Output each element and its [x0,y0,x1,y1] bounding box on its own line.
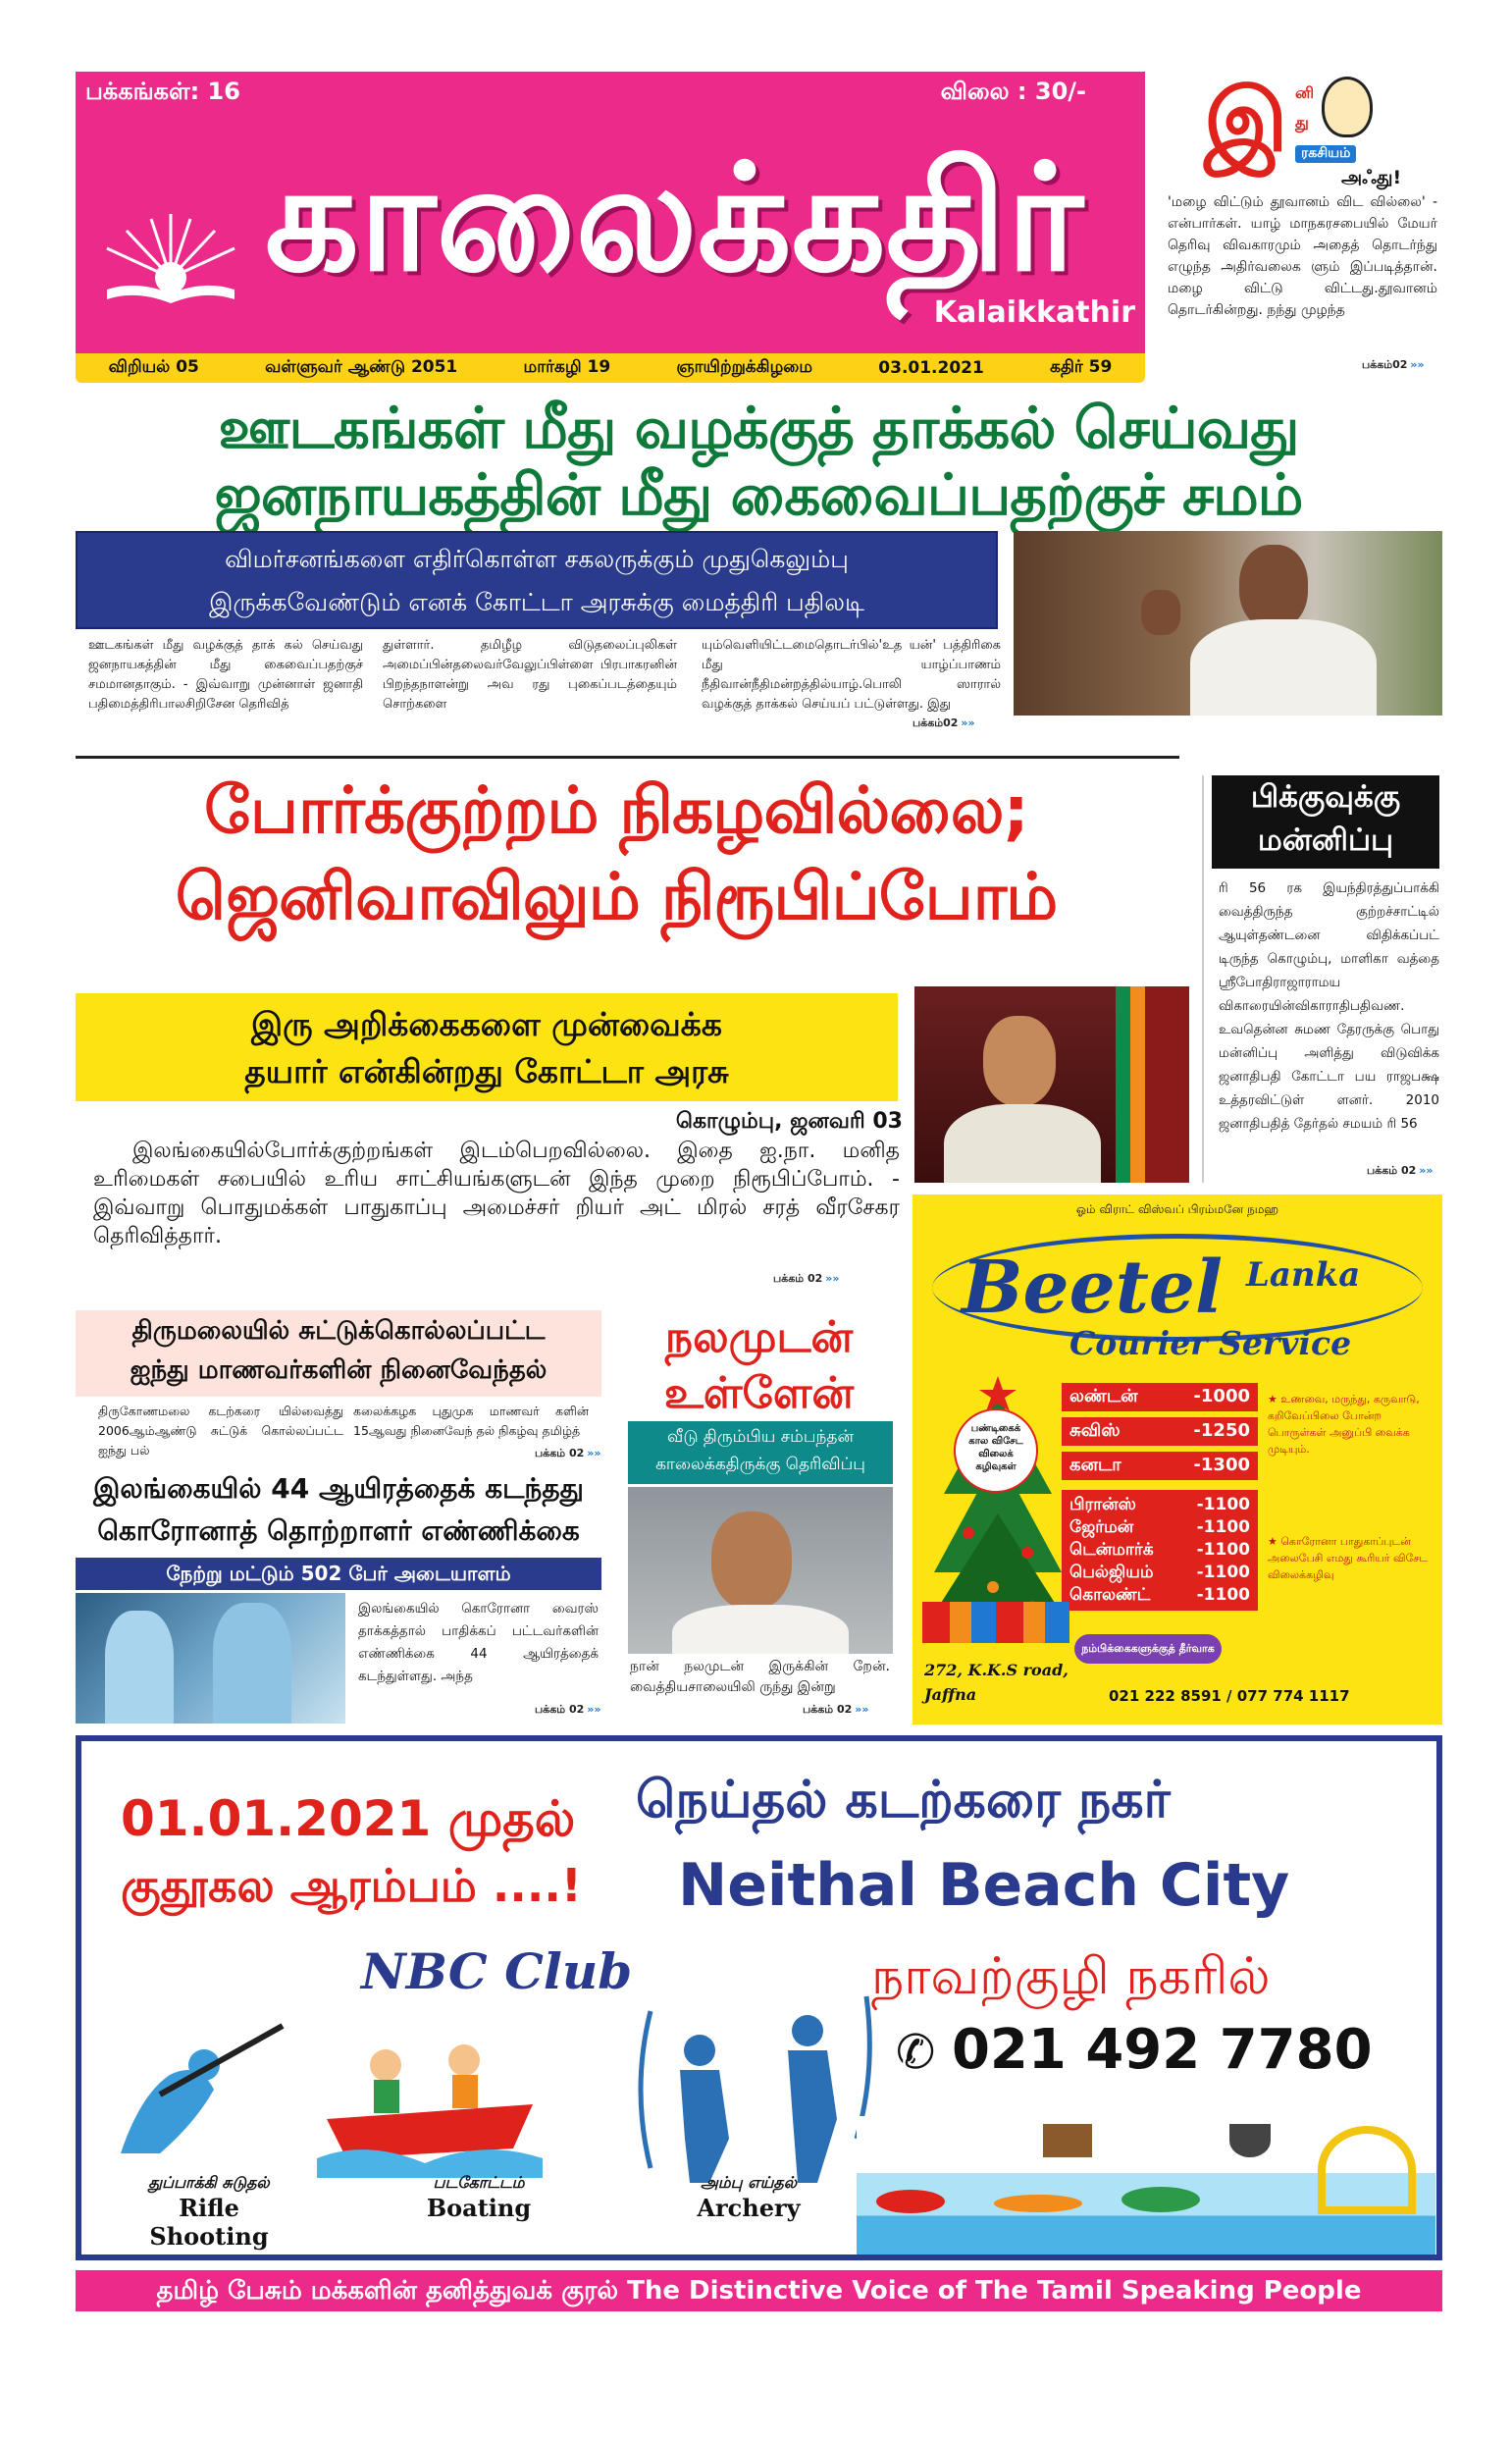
date-bar [76,353,1145,383]
monk-body: ரி 56 ரக இயந்திரத்துப்பாக்கி வைத்திருந்த குற்றச்சாட்டில் ஆயுள்தண்டனை விதிக்கப்பட் டிருந்த கொழும்பு, மாளிகா வத்தை ஸ்ரீபோதிராஜாராமய விகாரையின்விகாராதிபதிவண. உவதென்ன சுமண தேரருக்கு பொது மன்னிப்பு அளித்து விடுவிக்க ஜனாதிபதி கோட்டா பய ராஜபக்ஷ உத்தரவிட்டுள் ளனர். 2010 ஜனாதிபதித் தேர்தல் சமயம் ரி 56 [1219,880,1439,1132]
rate-price: -1100 [1196,1540,1250,1560]
rate-price: -1100 [1196,1585,1250,1605]
date-item: வள்ளுவர் ஆண்டு 2051 [265,357,458,377]
covid-headline-1: இலங்கையில் 44 ஆயிரத்தைக் கடந்தது [93,1472,584,1505]
ad-place: நாவற்குழி நகரில் [871,1947,1271,2006]
lead-column-1: ஊடகங்கள் மீது வழக்குத் தாக் கல் செய்வது ஜனநாயகத்தின் மீது கைவைப்பதற்குச் சமமானதாகும். - இவ்வாறு முன்னாள் ஜனாதி பதிமைத்திரிபாலசிறிசேன தெரிவித் [88,638,363,712]
activity-en: Archery [697,2194,801,2222]
rate-row [1069,1584,1250,1607]
activity-label [690,2173,808,2222]
rate-row [1062,1452,1258,1480]
activity-ta: அம்பு எய்தல் [700,2173,798,2192]
ad-name-ta: நெய்தல் கடற்கரை நகர் [636,1771,1171,1830]
covid-photo [76,1593,345,1724]
corner-exclaim: அஃது! [1341,167,1402,188]
health-headline-1: நலமுடன் [664,1312,854,1362]
activity-ta: படகோட்டம் [433,2173,525,2192]
trinco-headline-box [76,1310,601,1397]
page-count: பக்கங்கள்: 16 [85,78,240,105]
person-head [711,1512,792,1610]
sampanthan-photo [628,1487,893,1654]
rate-place: கனடா [1069,1455,1121,1475]
rate-place: பிரான்ஸ் [1069,1495,1136,1514]
ad-start: குதூகல ஆரம்பம் ....! [121,1859,582,1912]
rate-row [1062,1383,1258,1411]
health-worker [213,1603,291,1724]
activity-label [140,2173,278,2251]
activity-ta: துப்பாக்கி சுடுதல் [148,2173,270,2192]
rate-place: சுவிஸ் [1069,1420,1121,1441]
kayak-icon [994,2195,1082,2212]
person-body [1190,619,1377,716]
person-head [1239,545,1308,629]
more-label: பக்கம்02 [1362,358,1408,371]
ad-phone[interactable]: 021 222 8591 / 077 774 1117 [1109,1687,1350,1705]
person-body [944,1104,1101,1183]
date-item: விறியல் 05 [108,357,199,377]
date-item: 03.01.2021 [878,358,984,378]
masthead-title-en: Kalaikkathir [933,295,1135,330]
arrow-icon: »» [587,1703,601,1716]
trinco-headline-1: திருமலையில் சுட்டுக்கொல்லப்பட்ட [131,1316,546,1346]
rate-price: -1250 [1193,1420,1250,1441]
rate-place: லண்டன் [1069,1386,1138,1406]
masthead-title: காலைக்கதிர் [265,133,1083,304]
arrow-icon: »» [825,1272,840,1285]
ad-address-1: 272, K.K.S road, [924,1661,1069,1679]
ad-date: 01.01.2021 முதல் [121,1790,576,1847]
lead-column-2: துள்ளார். தமிழீழ விடுதலைப்புலிகள் அமைப்பின்தலைவர்வேலுப்பிள்ளை பிரபாகரனின் பிறந்தநாளன்று அவ ரது புகைப்படத்தையும் சொற்களை [383,638,677,712]
main-subhead-2: தயார் என்கின்றது கோட்டா அரசு [244,1052,729,1090]
ad-name-en: Neithal Beach City [678,1851,1290,1920]
trinco-column-2: கலைக்கழக புதுமுக மாணவர் களின் 15ஆவது நினைவேந் தல் நிகழ்வு தமிழ்த் [353,1404,589,1438]
monk-headline-1: பிக்குவுக்கு [1250,779,1401,815]
health-body: நான் நலமுடன் இருக்கின் றேன். வைத்தியசாலையிலி ருந்து இன்று [630,1659,890,1695]
gift-boxes [922,1602,1069,1643]
flag-stripe [1116,986,1189,1183]
covid-strip: நேற்று மட்டும் 502 பேர் அடையாளம் [76,1558,601,1590]
trinco-headline-2: ஐந்து மாணவர்களின் நினைவேந்தல் [130,1355,547,1385]
health-worker [105,1611,174,1724]
rate-row [1062,1417,1258,1446]
rate-price: -1100 [1196,1495,1250,1514]
more-label: பக்கம் 02 [535,1447,585,1459]
more-label: பக்கம் 02 [1367,1164,1417,1177]
main-headline-1: போர்க்குற்றம் நிகழவில்லை; [204,772,1028,848]
rate-place: கொலண்ட் [1069,1585,1151,1605]
footer-tagline: தமிழ் பேசும் மக்களின் தனித்துவக் குரல் The Distinctive Voice of The Tamil Speaking People [76,2270,1442,2311]
ad-note-2: ★ கொரோனா பாதுகாப்புடன் அலைபேசி எமது கூரியர் விசேட விலைக்கழிவு [1268,1535,1429,1581]
monk-headline-2: மன்னிப்பு [1257,822,1394,858]
rate-row [1069,1539,1250,1562]
price: விலை : 30/- [940,78,1086,105]
more-label: பக்கம் 02 [803,1703,853,1716]
waterslide-icon [1318,2126,1416,2214]
activity-label [425,2173,533,2222]
masthead [76,72,1145,353]
ad-club: NBC Club [361,1942,633,2000]
arrow-icon: »» [961,716,975,729]
rate-place: டென்மார்க் [1069,1540,1154,1560]
lead-headline-2: ஜனநாயகத்தின் மீது கைவைப்பதற்குச் சமம் [214,461,1303,528]
rate-table [1062,1383,1258,1611]
more-label: பக்கம் 02 [773,1272,823,1285]
archer-icon [631,1991,876,2188]
arrow-icon: »» [587,1447,601,1459]
phone-number: 021 492 7780 [951,2018,1373,2082]
neithal-ad[interactable] [76,1735,1442,2260]
rate-place: ஜேர்மன் [1069,1517,1134,1537]
monk-story [1202,775,1442,1183]
corner-logo-tag: னி [1295,83,1315,102]
health-more-link[interactable] [803,1703,868,1718]
lead-subhead-box [76,531,998,629]
person-hand [1141,590,1180,635]
trinco-column-1: திருகோணமலை கடற்கரை யில்வைத்து 2006ஆம்ஆண்டு சுட்டுக் கொல்லப்பட்ட ஐந்து பல் [98,1404,343,1458]
covid-body: இலங்கையில் கொரோனா வைரஸ் தாக்கத்தால் பாதிக்கப் பட்டவர்களின் எண்ணிக்கை 44 ஆயிரத்தைக் கடந்துள்ளது. அந்த [358,1601,599,1684]
arrow-icon: »» [855,1703,869,1716]
covid-more-link[interactable] [535,1703,600,1718]
corner-column [1160,72,1444,378]
corner-more-link[interactable] [1362,358,1425,373]
rate-price: -1100 [1196,1517,1250,1537]
trust-badge: நம்பிக்கைகளுக்குத் தீர்வாக [1074,1634,1222,1664]
health-subhead-2: காலைக்கதிருக்கு தெரிவிப்பு [655,1455,865,1474]
cartoon-face-icon [1322,77,1373,137]
brand-name-2: Lanka [1246,1255,1361,1295]
person-body [672,1605,849,1654]
activity-en: Boating [426,2194,532,2222]
health-headline-2: உள்ளேன் [663,1368,855,1418]
trinco-more-link[interactable] [535,1447,600,1461]
jet-ski-icon [876,2190,945,2213]
divider [76,756,1179,759]
corner-logo-sub: ரகசியம் [1295,145,1356,163]
lead-headline-1: ஊடகங்கள் மீது வழக்குத் தாக்கல் செய்வது [218,395,1299,461]
beach-amenities-strip [857,2116,1435,2258]
date-item: கதிர் 59 [1050,357,1113,377]
ad-phone[interactable] [896,2018,1373,2082]
rate-row [1069,1562,1250,1584]
bbq-icon [1229,2124,1271,2157]
person-head [983,1016,1056,1106]
brand-name: Beetel [962,1246,1224,1330]
sarath-weerasekara-photo [914,986,1189,1183]
arrow-icon: »» [1410,358,1425,371]
ad-address-2: Jaffna [924,1685,977,1704]
ad-blessing: ஓம் விராட் விஸ்வப் பிரம்மனே நமஹ [1075,1202,1279,1216]
main-more-link[interactable] [773,1272,839,1287]
maithripala-photo [1014,531,1442,716]
rate-price: -1100 [1196,1563,1250,1582]
more-label: பக்கம் 02 [535,1703,585,1716]
beetel-lanka-ad[interactable] [912,1194,1442,1724]
date-item: ஞாயிற்றுக்கிழமை [676,357,813,377]
main-subhead-1: இரு அறிக்கைகளை முன்வைக்க [251,1005,722,1043]
monk-headline-box [1212,775,1439,869]
corner-logo-letter: இ [1204,70,1288,171]
rate-price: -1000 [1193,1386,1250,1406]
lead-subhead-1: விமர்சனங்களை எதிர்கொள்ள சகலருக்கும் முதுகெலும்பு [225,545,849,573]
ad-note-1: ★ உணவை, மருந்து, கருவாடு, கறிவேப்பிலை போன்ற பொருள்கள் அனுப்பி வைக்க முடியும். [1268,1393,1420,1456]
date-item: மார்கழி 19 [523,357,611,377]
lead-column-3: யும்வெளியிட்டமைதொடர்பில்'உத யன்' பத்திரிகை மீது யாழ்ப்பாணம் நீதிவான்நீதிமன்றத்தில்யாழ்.பொலி ஸாரால் வழக்குத் தாக்கல் செய்யப் பட்டுள்ளது. இது [702,638,1001,712]
rate-row [1069,1494,1250,1516]
main-headline-2: ஜெனிவாவிலும் நிரூபிப்போம் [175,859,1058,934]
lead-subhead-2: இருக்கவேண்டும் எனக் கோட்டா அரசுக்கு மைத்திரி பதிலடி [209,588,864,616]
covid-headline-2: கொரோனாத் தொற்றாளர் எண்ணிக்கை [97,1514,580,1547]
main-body: இலங்கையில்போர்க்குற்றங்கள் இடம்பெறவில்லை. இதை ஐ.நா. மனித உரிமைகள் சபையில் உரிய சாட்சியங்களுடன் இந்த முறை நிரூபிப்போம். - இவ்வாறு பொதுமக்கள் பாதுகாப்பு அமைச்சர் றியர் அட் மிரல் சரத் வீரசேகர தெரிவித்தார். [93,1139,900,1248]
phone-icon: ✆ [896,2025,952,2080]
tree-label-badge: பண்டிகைக் கால விசேட விலைக் கழிவுகள் [954,1408,1038,1493]
activity-en: Rifle Shooting [149,2194,269,2251]
rifle-shooter-icon [101,2006,287,2163]
table-icon [1043,2124,1092,2157]
main-dateline: கொழும்பு, ஜனவரி 03 [675,1109,903,1134]
more-label: பக்கம்02 [912,716,959,729]
boat-icon [317,2011,543,2178]
boat-icon [1121,2187,1200,2212]
rate-row [1069,1516,1250,1539]
rate-block [1062,1490,1258,1611]
arrow-icon: »» [1419,1164,1434,1177]
corner-logo-tag: து [1295,113,1309,132]
rate-place: பெல்ஜியம் [1069,1563,1154,1582]
health-subhead-box [628,1421,893,1484]
rate-price: -1300 [1193,1455,1250,1475]
main-subhead-box [76,993,898,1101]
monk-more-link[interactable] [1367,1164,1433,1179]
corner-text: 'மழை விட்டும் தூவானம் விட வில்லை' - என்பார்கள். யாழ் மாநகரசபையில் மேயர் தெரிவு விவகாரமும் அதைத் தொடர்ந்து எழுந்த அதிர்வலைக ளும் இப்படித்தான். மழை விட்டு விட்டது.தூவானம் தொடர்கின்றது. நந்து முழந்த [1168,194,1437,318]
lead-more-link[interactable] [912,716,975,731]
health-subhead-1: வீடு திரும்பிய சம்பந்தன் [667,1427,854,1447]
brand-service: Courier Service [1069,1324,1352,1362]
